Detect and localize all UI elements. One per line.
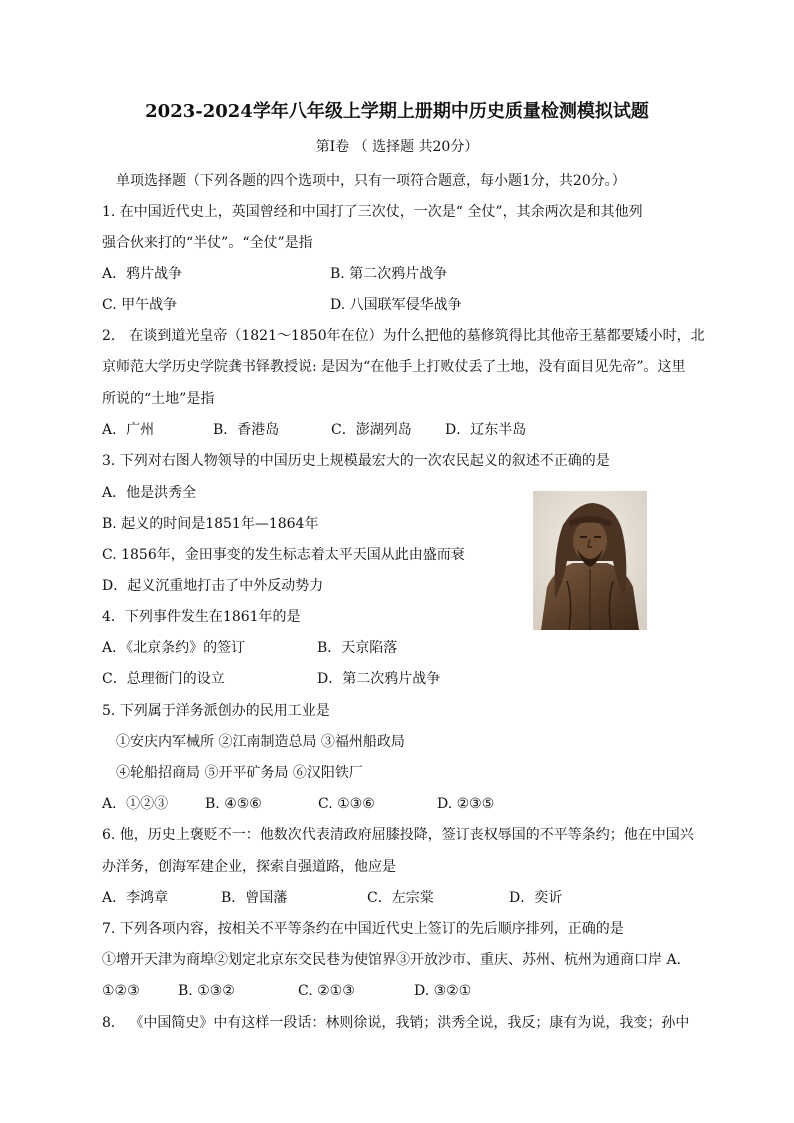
question-5-items-line2: ④轮船招商局 ⑤开平矿务局 ⑥汉阳铁厂 <box>116 765 363 781</box>
question-7-option-c: C. ②①③ <box>298 983 355 999</box>
question-7-stem: 7. 下列各项内容，按相关不平等条约在中国近代史上签订的先后顺序排列，正确的是 <box>102 921 624 937</box>
question-2-option-c: C．澎湖列岛 <box>331 422 412 438</box>
question-6-option-b: B．曾国藩 <box>221 890 288 906</box>
question-7-items: ①增开天津为商埠②划定北京东交民巷为使馆界③开放沙市、重庆、苏州、杭州为通商口岸 A. <box>102 952 682 968</box>
question-3-option-b: B. 起义的时间是1851年—1864年 <box>102 516 319 532</box>
question-1-option-c: C. 甲午战争 <box>102 297 178 313</box>
question-4-stem: 4．下列事件发生在1861年的是 <box>102 609 301 625</box>
question-5-option-a: A．①②③ <box>102 796 169 812</box>
question-7-option-b: B. ①③② <box>178 983 235 999</box>
question-8-stem: 8． 《中国简史》中有这样一段话：林则徐说，我销；洪秀全说，我反；康有为说，我变；孙中 <box>102 1015 690 1031</box>
question-4-option-a: A．《北京条约》的签订 <box>102 640 246 656</box>
question-2-stem-cont2: 所说的“土地”是指 <box>102 391 215 407</box>
question-6-option-a: A．李鸿章 <box>102 890 169 906</box>
section-subtitle: 第Ⅰ卷 （ 选择题 共20分） <box>315 139 479 155</box>
question-4-option-d: D．第二次鸦片战争 <box>317 671 441 687</box>
statue-illustration <box>533 491 647 630</box>
question-6-stem-cont: 办洋务，创海军建企业，探索自强道路，他应是 <box>102 859 396 875</box>
question-3-option-c: C. 1856年，金田事变的发生标志着太平天国从此由盛而衰 <box>102 547 465 563</box>
question-5-option-c: C. ①③⑥ <box>318 796 375 812</box>
question-3-option-d: D．起义沉重地打击了中外反动势力 <box>102 578 324 594</box>
question-4-option-c: C．总理衙门的设立 <box>102 671 225 687</box>
question-6-stem: 6. 他，历史上褒贬不一：他数次代表清政府屈膝投降，签订丧权辱国的不平等条约；他在中国兴 <box>102 827 694 843</box>
question-1-option-d: D. 八国联军侵华战争 <box>330 297 462 313</box>
question-6-option-d: D．奕䜣 <box>509 890 563 906</box>
question-5-stem: 5. 下列属于洋务派创办的民用工业是 <box>102 703 330 719</box>
question-2-option-b: B．香港岛 <box>213 422 280 438</box>
question-5-option-d: D. ②③⑤ <box>437 796 495 812</box>
question-2-option-a: A．广州 <box>102 422 155 438</box>
question-1-stem: 1. 在中国近代史上，英国曾经和中国打了三次仗，一次是“ 全仗”，其余两次是和其他列 <box>102 204 643 220</box>
question-2-option-d: D．辽东半岛 <box>445 422 527 438</box>
question-5-option-b: B. ④⑤⑥ <box>205 796 262 812</box>
question-4-option-b: B．天京陷落 <box>317 640 398 656</box>
question-2-stem: 2． 在谈到道光皇帝（1821～1850年在位）为什么把他的墓修筑得比其他帝王墓都要矮小时，北 <box>102 328 705 344</box>
question-3-stem: 3. 下列对右图人物领导的中国历史上规模最宏大的一次农民起义的叙述不正确的是 <box>102 453 610 469</box>
question-1-option-a: A．鸦片战争 <box>102 266 183 282</box>
question-5-items-line1: ①安庆内军械所 ②江南制造总局 ③福州船政局 <box>116 734 405 750</box>
question-1-option-b: B. 第二次鸦片战争 <box>330 266 448 282</box>
question-7-option-d: D. ③②① <box>414 983 472 999</box>
hong-xiuquan-statue-photo <box>533 491 647 630</box>
question-7-option-a: ①②③ <box>102 983 140 999</box>
section-instruction: 单项选择题（下列各题的四个选项中，只有一项符合题意，每小题1分，共20分。） <box>116 173 626 189</box>
question-3-option-a: A．他是洪秀全 <box>102 485 197 501</box>
question-6-option-c: C．左宗棠 <box>367 890 434 906</box>
page-title: 2023-2024学年八年级上学期上册期中历史质量检测模拟试题 <box>145 101 649 122</box>
question-1-stem-cont: 强合伙来打的“半仗”。“全仗”是指 <box>102 235 313 251</box>
question-2-stem-cont: 京师范大学历史学院龚书铎教授说: 是因为“在他手上打败仗丢了土地，没有面目见先帝”。这里 <box>102 359 686 375</box>
